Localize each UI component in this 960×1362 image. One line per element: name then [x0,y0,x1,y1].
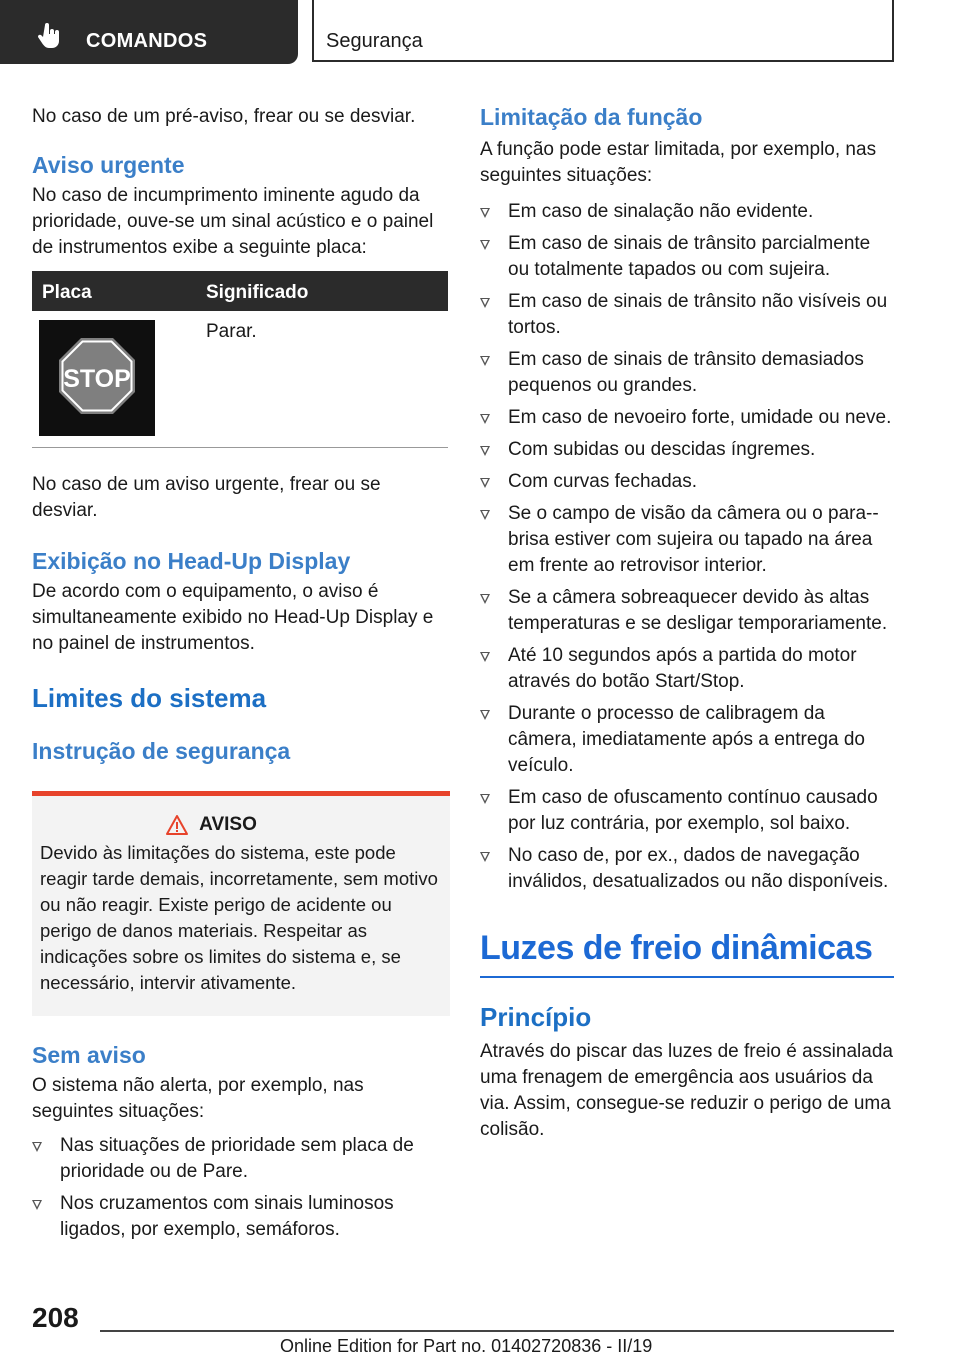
bullet-triangle-icon [480,414,490,424]
right-column [480,100,894,1143]
heading-no-alert: Sem aviso [32,1042,146,1068]
list-item: Nos cruzamentos com sinais luminosos ligados, por exemplo, semáforos. [32,1191,450,1243]
list-item: Em caso de nevoeiro forte, umidade ou neve. [480,405,894,431]
limitation-text: A função pode estar limitada, por exemplo, nas seguintes situações: [480,139,877,186]
left-column [32,100,450,1249]
list-item: Em caso de sinais de trânsito demasiados pequenos ou grandes. [480,347,894,399]
bullet-triangle-icon [480,794,490,804]
heading-system-limits: Limites do sistema [32,683,267,713]
table-col-meaning: Significado [206,282,309,303]
bullet-triangle-icon [32,1142,42,1152]
urgent-action-text: No caso de um aviso urgente, frear ou se desviar. [32,474,381,521]
bullet-triangle-icon [480,240,490,250]
list-item: Com curvas fechadas. [480,469,894,495]
urgent-warning-text: No caso de incumprimento iminente agudo da prioridade, ouve-se um sinal acústico e o painel de instrumentos exibe a seguinte placa: [32,185,434,258]
bullet-triangle-icon [480,478,490,488]
list-item: Em caso de sinais de trânsito não visíveis ou tortos. [480,289,894,341]
bullet-triangle-icon [480,594,490,604]
hud-text: De acordo com o equipamento, o aviso é simultaneamente exibido no Head-Up Display e no painel de instrumentos. [32,581,434,654]
section-header [312,0,894,62]
table-col-sign: Placa [42,282,92,303]
stop-sign-image [39,320,155,436]
warning-text: Devido às limitações do sistema, este pode reagir tarde demais, incorretamente, sem motivo ou não reagir. Existe perigo de acidente ou perigo de danos materiais. Respeitar as indicações sobre os limites do sistema e, se necessário, intervir ativamente. [40,842,438,993]
sign-table [32,271,448,448]
warning-label: AVISO [199,814,257,835]
heading-safety-instruction: Instrução de segurança [32,738,291,764]
bullet-triangle-icon [480,652,490,662]
list-item: Em caso de ofuscamento contínuo causado por luz contrária, por exemplo, sol baixo. [480,785,894,837]
list-item: Com subidas ou descidas íngremes. [480,437,894,463]
heading-principle: Princípio [480,1002,592,1032]
bullet-triangle-icon [480,356,490,366]
list-item: Nas situações de prioridade sem placa de prioridade ou de Pare. [32,1133,450,1185]
list-item: Em caso de sinais de trânsito parcialmente ou totalmente tapados ou com sujeira. [480,231,894,283]
list-item: Em caso de sinalação não evidente. [480,199,894,225]
bullet-triangle-icon [480,510,490,520]
bullet-triangle-icon [32,1200,42,1210]
sign-meaning: Parar. [206,321,257,342]
no-alert-text: O sistema não alerta, por exemplo, nas seguintes situações: [32,1075,364,1122]
bullet-triangle-icon [480,852,490,862]
heading-hud: Exibição no Head-Up Display [32,548,351,574]
bullet-triangle-icon [480,446,490,456]
page-number: 208 [32,1302,79,1333]
bullet-triangle-icon [480,208,490,218]
hand-pointer-icon [36,22,64,50]
principle-text: Através do piscar das luzes de freio é assinalada uma frenagem de emergência aos usuários da via. Assim, consegue-se reduzir o perigo de uma colisão. [480,1041,893,1140]
bullet-triangle-icon [480,298,490,308]
heading-dynamic-brake-lights: Luzes de freio dinâmicas [480,929,873,967]
no-alert-list [32,1133,450,1243]
heading-function-limitation: Limitação da função [480,104,703,130]
bullet-triangle-icon [480,710,490,720]
chapter-label: COMANDOS [86,30,208,52]
list-item: No caso de, por ex., dados de navegação inválidos, desatualizados ou não disponíveis. [480,843,894,895]
list-item: Até 10 segundos após a partida do motor através do botão Start/Stop. [480,643,894,695]
list-item: Se a câmera sobreaquecer devido às altas temperaturas e se desligar temporariamente. [480,585,894,637]
table-header [32,271,448,311]
footer-divider [100,1330,894,1332]
list-item: Se o campo de visão da câmera ou o para--brisa estiver com sujeira ou tapado na área em frente ao retrovisor interior. [480,501,894,579]
chapter-heading-block [480,929,894,978]
header-tab [0,0,298,64]
warning-box [32,791,450,1016]
stop-sign-text: STOP [63,365,131,393]
limitation-list [480,199,894,895]
section-label: Segurança [326,30,423,52]
list-item: Durante o processo de calibragem da câmera, imediatamente após a entrega do veículo. [480,701,894,779]
warning-title [0,814,442,836]
heading-urgent-warning: Aviso urgente [32,152,185,178]
edition-text: Online Edition for Part no. 01402720836 - II/19 [280,1336,653,1356]
warning-triangle-icon [165,814,189,836]
stop-sign-icon [39,320,155,436]
pre-warning-text: No caso de um pré-aviso, frear ou se desviar. [32,106,416,127]
